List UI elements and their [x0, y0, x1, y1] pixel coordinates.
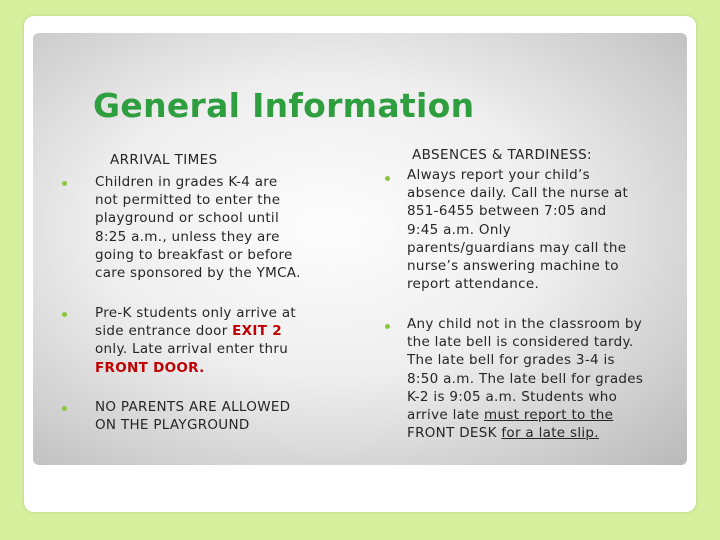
text-line: absence daily. Call the nurse at [407, 185, 629, 202]
text-fragment: FRONT DESK [407, 425, 502, 442]
slide-title: General Information [93, 86, 475, 125]
text-line: report attendance. [407, 276, 540, 293]
text-line: 851-6455 between 7:05 and [407, 203, 607, 220]
text-line: parents/guardians may call the [407, 239, 627, 256]
arrival-bullet-2 [95, 304, 296, 377]
text-line [407, 424, 643, 442]
text-line: Children in grades K-4 are [95, 174, 278, 190]
underlined-text: for a late slip. [501, 425, 599, 442]
bullet-icon [62, 312, 67, 317]
bullet-icon [62, 406, 67, 411]
text-line: K-2 is 9:05 a.m. Students who [407, 388, 618, 405]
bullet-icon [385, 324, 390, 329]
bullet-icon [62, 181, 67, 186]
text-line: care sponsored by the YMCA. [95, 265, 301, 282]
text-line: the late bell is considered tardy. [407, 334, 634, 351]
underlined-text: must report to the [484, 407, 614, 424]
text-line: playground or school until [95, 210, 280, 227]
text-line [95, 322, 296, 340]
absences-heading: ABSENCES & TARDINESS: [412, 147, 592, 163]
text-line [407, 406, 643, 424]
text-line: Always report your child’s [407, 167, 590, 183]
text-line: Any child not in the classroom by [407, 316, 643, 332]
exit-2-highlight: EXIT 2 [232, 323, 282, 340]
text-line: 8:25 a.m., unless they are [95, 228, 280, 245]
text-line: ON THE PLAYGROUND [95, 417, 250, 434]
tardiness-bullet-2 [407, 315, 643, 442]
arrival-bullet-1 [95, 173, 301, 282]
front-door-highlight: FRONT DOOR. [95, 359, 205, 376]
arrival-times-heading: ARRIVAL TIMES [110, 152, 218, 168]
text-line: NO PARENTS ARE ALLOWED [95, 399, 291, 415]
text-line: going to breakfast or before [95, 246, 293, 263]
arrival-bullet-3 [95, 398, 290, 434]
text-line: not permitted to enter the [95, 192, 281, 209]
text-line: Pre-K students only arrive at [95, 305, 296, 321]
text-fragment: side entrance door [95, 323, 233, 340]
text-line: 8:50 a.m. The late bell for grades [407, 370, 644, 387]
text-line: nurse’s answering machine to [407, 258, 619, 275]
text-line: only. Late arrival enter thru [95, 341, 289, 358]
bullet-icon [385, 176, 390, 181]
text-line: The late bell for grades 3-4 is [407, 352, 615, 369]
text-fragment: arrive late [407, 407, 484, 424]
absences-bullet-1 [407, 166, 628, 293]
text-line: 9:45 a.m. Only [407, 221, 512, 238]
